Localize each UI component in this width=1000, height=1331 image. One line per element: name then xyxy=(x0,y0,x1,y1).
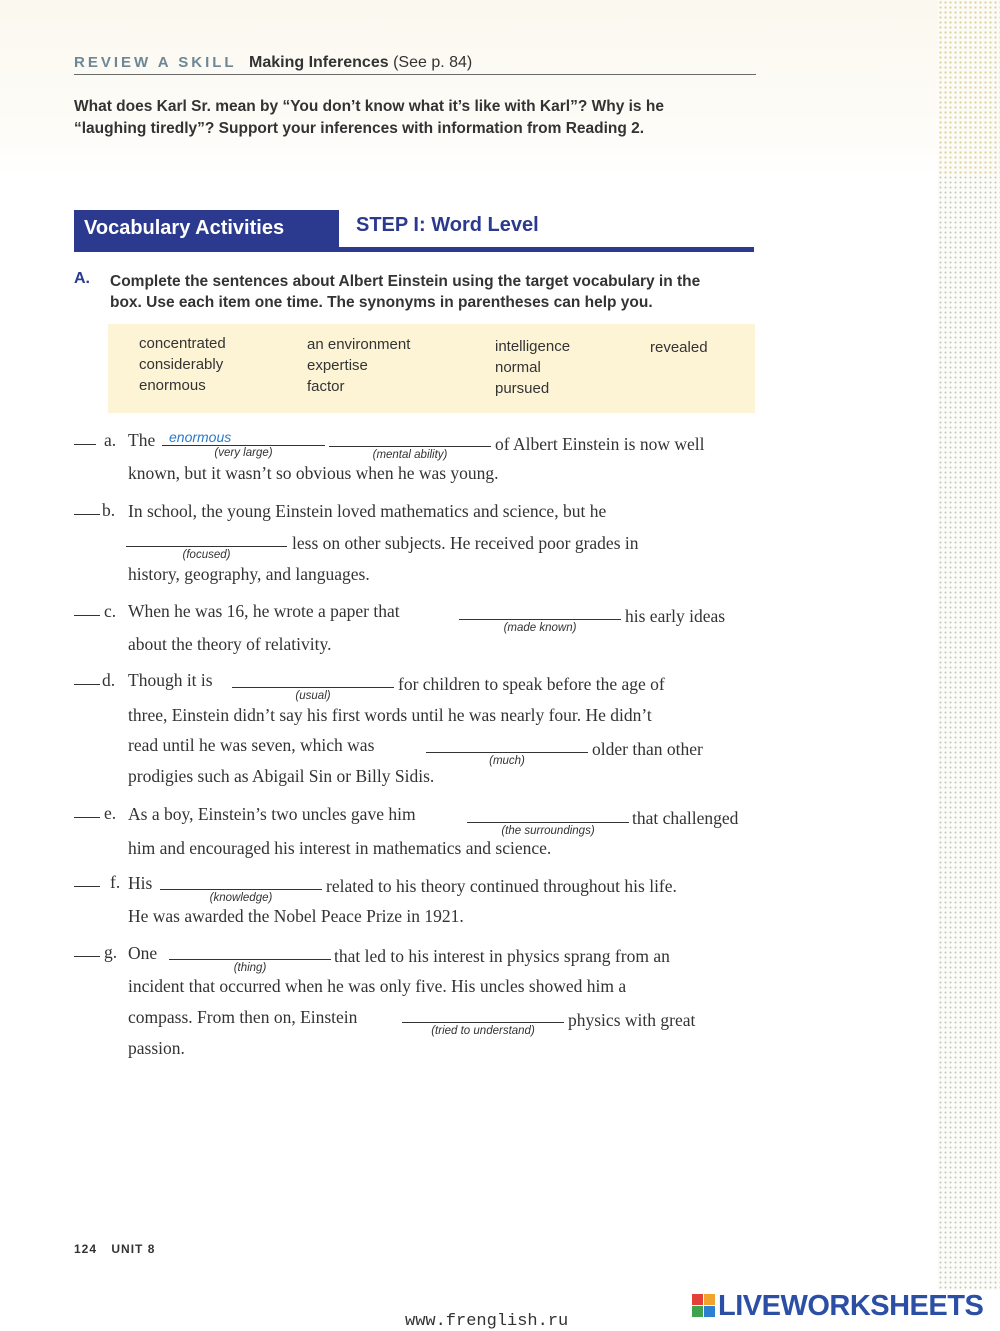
instructions-line: Complete the sentences about Albert Einstein using the target vocabulary in the xyxy=(110,273,701,290)
item-text: passion. xyxy=(128,1038,185,1058)
word-box-item: expertise xyxy=(307,357,368,374)
item-text: for children to speak before the age of xyxy=(398,674,665,694)
liveworksheets-logo-icon xyxy=(692,1294,716,1318)
answer-blank[interactable] xyxy=(126,546,287,547)
item-text: that led to his interest in physics sprang from an xyxy=(334,946,670,966)
synonym-hint: (mental ability) xyxy=(372,449,448,461)
item-text: that challenged xyxy=(632,808,739,828)
item-text: prodigies such as Abigail Sin or Billy Sidis. xyxy=(128,766,435,786)
review-skill-label: REVIEW A SKILL xyxy=(74,54,237,71)
item-text: read until he was seven, which was xyxy=(128,735,375,755)
review-skill-page-ref: (See p. 84) xyxy=(393,54,473,71)
page-number: 124 xyxy=(74,1242,98,1256)
item-text: of Albert Einstein is now well xyxy=(495,434,705,454)
item-text: The xyxy=(128,430,156,450)
item-letter: d. xyxy=(102,670,116,690)
instructions-line: box. Use each item one time. The synonyms in parentheses can help you. xyxy=(110,294,653,311)
item-text: He was awarded the Nobel Peace Prize in 1921. xyxy=(128,906,464,926)
synonym-hint: (much) xyxy=(489,755,525,767)
word-box-item: enormous xyxy=(139,377,206,394)
exercise-instructions xyxy=(110,271,760,313)
filled-answer: enormous xyxy=(169,429,232,445)
item-text: Though it is xyxy=(128,670,213,690)
word-box xyxy=(108,324,755,413)
item-text: less on other subjects. He received poor grades in xyxy=(292,533,639,553)
item-text: him and encouraged his interest in mathematics and science. xyxy=(128,838,552,858)
review-skill-header xyxy=(74,54,756,75)
margin-dot-pattern xyxy=(938,0,1000,1290)
synonym-hint: (made known) xyxy=(503,622,577,634)
item-letter: b. xyxy=(102,500,116,520)
synonym-hint: (very large) xyxy=(214,447,273,459)
word-box-item: an environment xyxy=(307,336,411,353)
word-box-item: normal xyxy=(495,359,541,376)
item-text: incident that occurred when he was only five. His uncles showed him a xyxy=(128,976,627,996)
page-header-tint xyxy=(0,0,1000,175)
page-footer xyxy=(74,1242,155,1256)
review-skill-title: Making Inferences xyxy=(249,54,389,71)
check-blank[interactable] xyxy=(74,886,100,887)
unit-label: UNIT 8 xyxy=(111,1242,156,1256)
answer-blank[interactable] xyxy=(402,1022,564,1023)
answer-blank[interactable] xyxy=(467,822,629,823)
synonym-hint: (the surroundings) xyxy=(501,825,595,837)
word-box-item: revealed xyxy=(650,339,708,356)
vocabulary-activities-label: Vocabulary Activities xyxy=(74,210,339,247)
item-text: physics with great xyxy=(568,1010,696,1030)
word-box-item: factor xyxy=(307,378,345,395)
synonym-hint: (usual) xyxy=(295,690,331,702)
source-url: www.frenglish.ru xyxy=(405,1312,569,1331)
review-question xyxy=(74,96,754,140)
answer-blank[interactable] xyxy=(162,445,325,446)
check-blank[interactable] xyxy=(74,615,100,616)
synonym-hint: (tried to understand) xyxy=(431,1025,535,1037)
item-text: history, geography, and languages. xyxy=(128,564,370,584)
answer-blank[interactable] xyxy=(232,687,394,688)
item-text: His xyxy=(128,873,153,893)
check-blank[interactable] xyxy=(74,684,100,685)
section-header-bar xyxy=(74,210,754,252)
item-text: When he was 16, he wrote a paper that xyxy=(128,601,400,621)
synonym-hint: (focused) xyxy=(182,549,231,561)
check-blank[interactable] xyxy=(74,956,100,957)
word-box-item: intelligence xyxy=(495,338,571,355)
item-text: compass. From then on, Einstein xyxy=(128,1007,358,1027)
review-question-line: What does Karl Sr. mean by “You don’t know what it’s like with Karl”? Why is he xyxy=(74,98,664,115)
check-blank[interactable] xyxy=(74,444,96,445)
answer-blank[interactable] xyxy=(426,752,588,753)
synonym-hint: (thing) xyxy=(233,962,267,974)
exercise-letter: A. xyxy=(74,270,90,287)
liveworksheets-wordmark: LIVEWORKSHEETS xyxy=(718,1290,984,1322)
item-text: One xyxy=(128,943,158,963)
answer-blank[interactable] xyxy=(459,619,621,620)
item-text: older than other xyxy=(592,739,703,759)
item-letter: f. xyxy=(110,872,121,892)
word-box-item: considerably xyxy=(139,356,224,373)
item-letter: a. xyxy=(104,430,117,450)
answer-blank[interactable] xyxy=(160,889,322,890)
item-text: related to his theory continued throughout his life. xyxy=(326,876,677,896)
answer-blank[interactable] xyxy=(329,446,491,447)
synonym-hint: (knowledge) xyxy=(209,892,273,904)
item-text: three, Einstein didn’t say his first words until he was nearly four. He didn’t xyxy=(128,705,652,725)
item-text: As a boy, Einstein’s two uncles gave him xyxy=(128,804,416,824)
item-letter: c. xyxy=(104,601,117,621)
step-label: STEP I: Word Level xyxy=(356,214,539,236)
review-question-line: “laughing tiredly”? Support your inferences with information from Reading 2. xyxy=(74,120,645,137)
check-blank[interactable] xyxy=(74,817,100,818)
check-blank[interactable] xyxy=(74,514,100,515)
answer-blank[interactable] xyxy=(169,959,331,960)
item-text: his early ideas xyxy=(625,606,726,626)
item-text: about the theory of relativity. xyxy=(128,634,332,654)
item-text: In school, the young Einstein loved mathematics and science, but he xyxy=(128,501,607,521)
margin-dot-pattern-top xyxy=(938,0,1000,175)
word-box-item: concentrated xyxy=(139,335,226,352)
item-text: known, but it wasn’t so obvious when he was young. xyxy=(128,463,499,483)
word-box-item: pursued xyxy=(495,380,550,397)
item-letter: e. xyxy=(104,803,117,823)
item-letter: g. xyxy=(104,942,118,962)
